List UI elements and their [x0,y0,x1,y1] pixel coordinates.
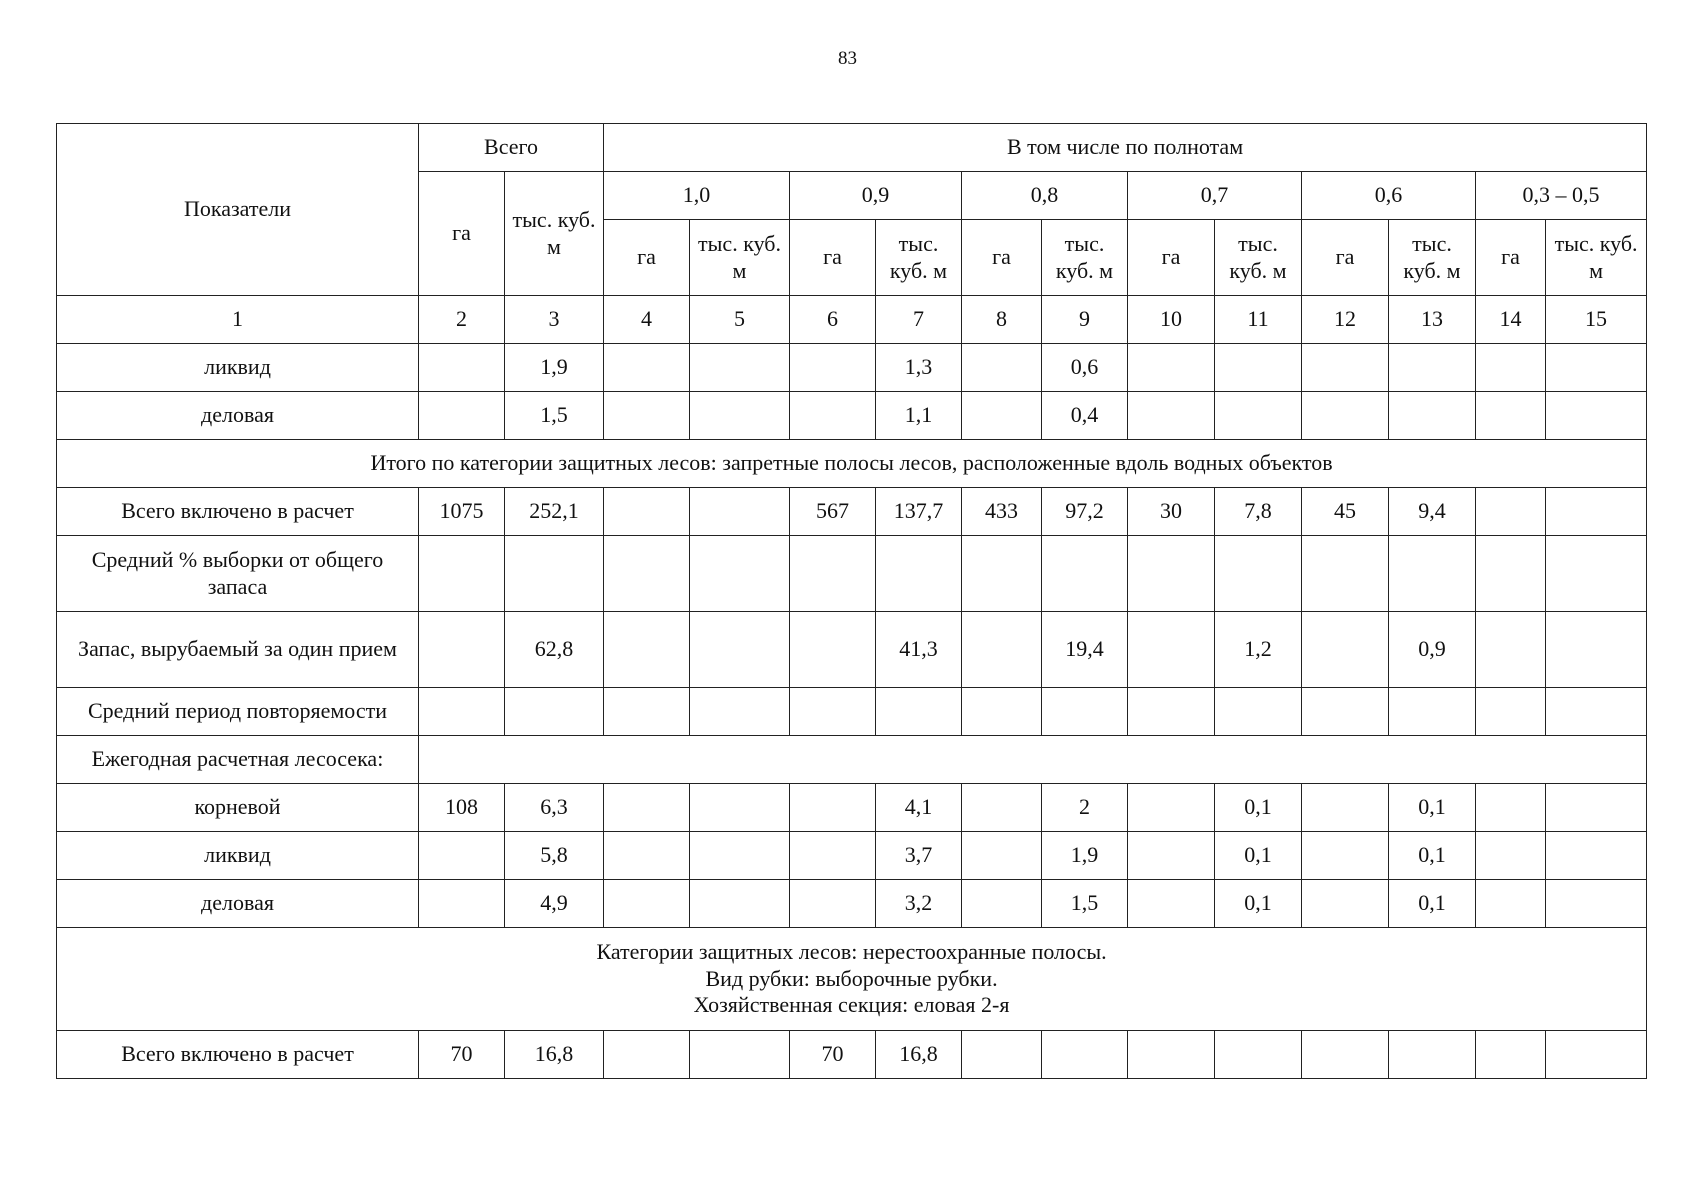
row-label: ликвид [57,344,419,392]
table-cell: 16,8 [505,1031,604,1079]
table-cell [1128,832,1215,880]
header-density: 0,3 – 0,5 [1476,172,1647,220]
column-number: 13 [1389,296,1476,344]
table-cell [1546,688,1647,736]
header-density: 0,7 [1128,172,1302,220]
table-row [57,536,1647,612]
table-cell [1302,612,1389,688]
table-cell [505,688,604,736]
table-cell [604,612,690,688]
table-cell [690,688,790,736]
column-number: 15 [1546,296,1647,344]
table-cell: 1,3 [876,344,962,392]
table-cell [1215,536,1302,612]
row-label: Средний период повторяемости [57,688,419,736]
table-cell [1546,1031,1647,1079]
table-cell [1215,392,1302,440]
table-cell: 19,4 [1042,612,1128,688]
column-number: 9 [1042,296,1128,344]
table-cell: 62,8 [505,612,604,688]
table-cell [790,612,876,688]
header-unit-volume: тыс. куб. м [1042,220,1128,296]
table-cell: 0,1 [1389,784,1476,832]
table-cell: 1,5 [505,392,604,440]
table-cell [690,880,790,928]
column-number: 11 [1215,296,1302,344]
table-cell [690,612,790,688]
table-cell: 1075 [419,488,505,536]
table-cell: 0,6 [1042,344,1128,392]
table-row [57,880,1647,928]
page-number: 83 [838,48,857,69]
table-cell [1546,392,1647,440]
table-cell [1042,1031,1128,1079]
table-cell [1476,344,1546,392]
table-cell: 41,3 [876,612,962,688]
table-cell [790,784,876,832]
table-cell [790,832,876,880]
table-cell [1546,784,1647,832]
column-number: 6 [790,296,876,344]
column-number: 4 [604,296,690,344]
table-cell [876,536,962,612]
section-title-line: Вид рубки: выборочные рубки. [705,965,998,991]
table-row [57,344,1647,392]
table-cell [690,536,790,612]
table-cell: 108 [419,784,505,832]
table-cell [1128,612,1215,688]
table-cell [1215,1031,1302,1079]
table-cell: 252,1 [505,488,604,536]
table-cell [790,536,876,612]
table-cell [1042,536,1128,612]
table-cell [419,344,505,392]
table-cell: 0,9 [1389,612,1476,688]
column-number: 8 [962,296,1042,344]
table-cell [604,536,690,612]
table-cell: 1,9 [505,344,604,392]
header-density: 0,8 [962,172,1128,220]
table-cell [604,488,690,536]
table-cell: 1,1 [876,392,962,440]
section-title-line: Категории защитных лесов: нерестоохранные полосы. [596,939,1107,965]
table-cell [1546,880,1647,928]
annual-label-row [57,736,1647,784]
header-total-ha: га [419,172,505,296]
table-cell: 3,2 [876,880,962,928]
table-cell [1546,832,1647,880]
table-cell [1546,488,1647,536]
table-cell [1476,688,1546,736]
table-cell [790,344,876,392]
table-cell [1128,880,1215,928]
table-cell [1302,880,1389,928]
table-cell [1476,784,1546,832]
table-cell [1302,832,1389,880]
table-row [57,784,1647,832]
table-cell [419,612,505,688]
table-cell [690,832,790,880]
table-cell: 30 [1128,488,1215,536]
table-cell [1546,536,1647,612]
table-cell [1302,784,1389,832]
column-number: 1 [57,296,419,344]
header-unit-ha: га [604,220,690,296]
table-cell: 1,5 [1042,880,1128,928]
column-number: 3 [505,296,604,344]
table-cell: 137,7 [876,488,962,536]
table-cell [1476,1031,1546,1079]
table-cell [1302,688,1389,736]
table-cell: 5,8 [505,832,604,880]
header-indicators: Показатели [57,124,419,296]
header-density: 0,9 [790,172,962,220]
table-cell [505,536,604,612]
table-cell: 1,2 [1215,612,1302,688]
table-cell [1215,688,1302,736]
table-cell [1128,392,1215,440]
forest-allowable-cut-table [56,123,1647,1079]
header-total-volume: тыс. куб. м [505,172,604,296]
row-label: деловая [57,880,419,928]
table-cell [1302,344,1389,392]
table-cell [1476,488,1546,536]
table-cell [604,880,690,928]
section-title: Итого по категории защитных лесов: запретные полосы лесов, расположенные вдоль водных объектов [57,440,1647,488]
table-cell [604,832,690,880]
table-cell [1215,344,1302,392]
table-cell: 3,7 [876,832,962,880]
table-cell [790,688,876,736]
table-cell [876,688,962,736]
table-cell [1389,344,1476,392]
header-unit-volume: тыс. куб. м [876,220,962,296]
header-density: 0,6 [1302,172,1476,220]
table-cell: 16,8 [876,1031,962,1079]
column-number: 7 [876,296,962,344]
table-cell [1128,688,1215,736]
table-cell: 1,9 [1042,832,1128,880]
table-cell: 4,1 [876,784,962,832]
table-cell [604,392,690,440]
header-density: 1,0 [604,172,790,220]
table-cell: 2 [1042,784,1128,832]
table-cell [690,344,790,392]
row-label: ликвид [57,832,419,880]
table-cell [1302,536,1389,612]
table-cell [1476,880,1546,928]
table-cell [790,392,876,440]
table-cell [962,392,1042,440]
section-header-row [57,928,1647,1031]
table-cell [690,488,790,536]
header-unit-volume: тыс. куб. м [1546,220,1647,296]
table-cell [962,688,1042,736]
table-cell [1389,392,1476,440]
column-number: 14 [1476,296,1546,344]
table-cell: 45 [1302,488,1389,536]
table-cell [1128,536,1215,612]
table-cell [1128,344,1215,392]
table-cell [962,784,1042,832]
table-row [57,488,1647,536]
table-cell [962,612,1042,688]
table-cell: 0,1 [1389,832,1476,880]
table-cell: 433 [962,488,1042,536]
header-unit-ha: га [962,220,1042,296]
table-cell [1128,784,1215,832]
table-cell [604,688,690,736]
table-cell [1389,688,1476,736]
table-row [57,832,1647,880]
table-cell [1302,1031,1389,1079]
header-unit-ha: га [1128,220,1215,296]
header-total: Всего [419,124,604,172]
header-unit-volume: тыс. куб. м [1389,220,1476,296]
column-number: 10 [1128,296,1215,344]
table-cell [1546,612,1647,688]
table-row [57,392,1647,440]
table-cell [1476,612,1546,688]
table-cell [690,784,790,832]
table-cell: 70 [790,1031,876,1079]
header-unit-volume: тыс. куб. м [690,220,790,296]
header-by-density: В том числе по полнотам [604,124,1647,172]
row-label: Всего включено в расчет [57,488,419,536]
table-cell [790,880,876,928]
table-cell [419,688,505,736]
row-label: Всего включено в расчет [57,1031,419,1079]
section-title-block [57,928,1647,1031]
row-label: Средний % выборки от общего запаса [57,536,419,612]
table-cell [604,1031,690,1079]
table-cell [419,880,505,928]
table-cell [1042,688,1128,736]
header-unit-ha: га [1476,220,1546,296]
table-cell [962,1031,1042,1079]
table-cell [1476,832,1546,880]
table-row [57,1031,1647,1079]
table-cell: 6,3 [505,784,604,832]
annual-cut-spacer [419,736,1647,784]
table-cell [962,832,1042,880]
table-cell [1389,536,1476,612]
table-cell: 0,1 [1215,832,1302,880]
table-cell [1302,392,1389,440]
section-header-row [57,440,1647,488]
row-label: корневой [57,784,419,832]
table-cell: 7,8 [1215,488,1302,536]
table-cell [690,1031,790,1079]
table-cell [419,392,505,440]
table-cell [962,344,1042,392]
table-cell: 9,4 [1389,488,1476,536]
table-cell: 97,2 [1042,488,1128,536]
table-cell: 567 [790,488,876,536]
column-number: 5 [690,296,790,344]
header-unit-ha: га [1302,220,1389,296]
table-row [57,688,1647,736]
table-row [57,612,1647,688]
table-cell: 70 [419,1031,505,1079]
header-unit-ha: га [790,220,876,296]
table-cell [962,536,1042,612]
table-cell [1476,536,1546,612]
table-cell [604,344,690,392]
table-cell: 0,1 [1215,784,1302,832]
table-cell [962,880,1042,928]
annual-cut-label: Ежегодная расчетная лесосека: [57,736,419,784]
header-unit-volume: тыс. куб. м [1215,220,1302,296]
table-cell [1128,1031,1215,1079]
column-number: 2 [419,296,505,344]
table-cell: 0,1 [1215,880,1302,928]
table-cell [419,536,505,612]
table-cell: 0,4 [1042,392,1128,440]
table-cell [419,832,505,880]
row-label: Запас, вырубаемый за один прием [57,612,419,688]
table-cell [604,784,690,832]
table-cell [1476,392,1546,440]
column-number: 12 [1302,296,1389,344]
row-label: деловая [57,392,419,440]
section-title-line: Хозяйственная секция: еловая 2-я [693,992,1010,1018]
table-cell [1546,344,1647,392]
table-cell [690,392,790,440]
table-cell: 4,9 [505,880,604,928]
table-cell [1389,1031,1476,1079]
table-cell: 0,1 [1389,880,1476,928]
